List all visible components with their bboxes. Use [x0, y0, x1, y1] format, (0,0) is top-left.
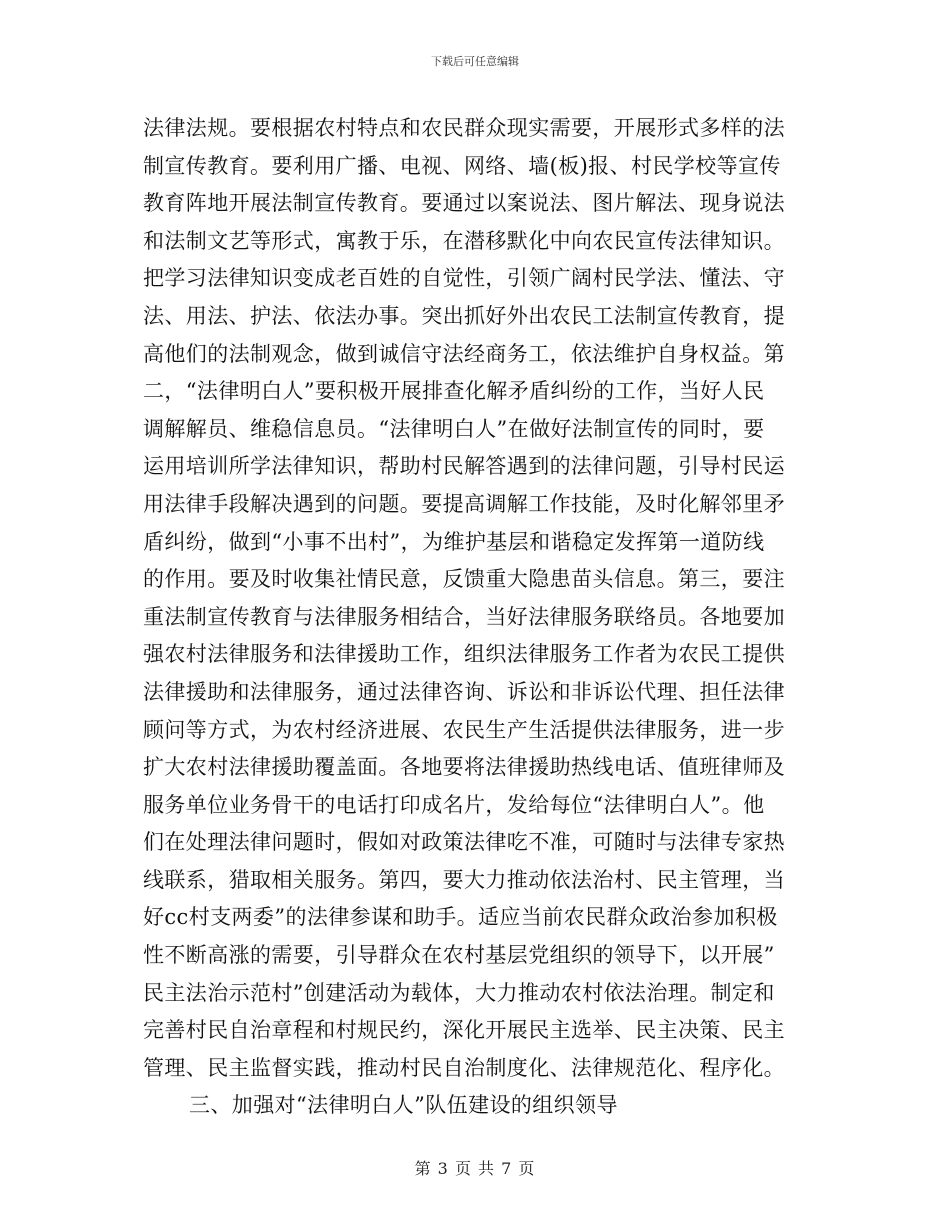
body-line: 的作用。要及时收集社情民意，反馈重大隐患苗头信息。第三，要注	[143, 567, 785, 592]
body-line: 法律援助和法律服务，通过法律咨询、诉讼和非诉讼代理、担任法律	[143, 679, 785, 704]
body-line: 高他们的法制观念，做到诚信守法经商务工，依法维护自身权益。第	[143, 341, 785, 366]
body-line: 用法律手段解决遇到的问题。要提高调解工作技能，及时化解邻里矛	[143, 491, 785, 516]
body-line: 扩大农村法律援助覆盖面。各地要将法律援助热线电话、值班律师及	[143, 755, 785, 780]
body-line: 们在处理法律问题时，假如对政策法律吃不准，可随时与法律专家热	[143, 830, 785, 855]
body-line: 强农村法律服务和法律援助工作，组织法律服务工作者为农民工提供	[143, 642, 785, 667]
body-line: 制宣传教育。要利用广播、电视、网络、墙(板)报、村民学校等宣传	[143, 153, 781, 178]
body-line: 顾问等方式，为农村经济进展、农民生产生活提供法律服务，进一步	[143, 717, 785, 742]
body-line: 法律法规。要根据农村特点和农民群众现实需要，开展形式多样的法	[143, 116, 785, 140]
body-line: 盾纠纷，做到“小事不出村”，为维护基层和谐稳定发挥第一道防线	[143, 529, 765, 554]
section-heading: 三、加强对“法律明白人”队伍建设的组织领导	[189, 1093, 618, 1118]
body-line: 民主法治示范村”创建活动为载体，大力推动农村依法治理。制定和	[143, 980, 775, 1005]
body-line: 把学习法律知识变成老百姓的自觉性，引领广阔村民学法、懂法、守	[143, 266, 785, 291]
body-line: 运用培训所学法律知识，帮助村民解答遇到的法律问题，引导村民运	[143, 454, 785, 479]
body-line: 管理、民主监督实践，推动村民自治制度化、法律规范化、程序化。	[143, 1055, 785, 1080]
document-body	[143, 110, 803, 1125]
body-line: 二，“法律明白人”要积极开展排查化解矛盾纠纷的工作，当好人民	[143, 379, 765, 404]
body-line: 完善村民自治章程和村规民约，深化开展民主选举、民主决策、民主	[143, 1018, 785, 1043]
body-line: 重法制宣传教育与法律服务相结合，当好法律服务联络员。各地要加	[143, 604, 785, 629]
body-line: 调解解员、维稳信息员。“法律明白人”在做好法制宣传的同时，要	[143, 416, 765, 441]
body-line: 好cc村支两委”的法律参谋和助手。适应当前农民群众政治参加积极	[143, 905, 778, 930]
body-line: 线联系，猎取相关服务。第四，要大力推动依法治村、民主管理，当	[143, 867, 785, 892]
body-line: 性不断高涨的需要，引导群众在农村基层党组织的领导下，以开展”	[143, 943, 775, 968]
body-line: 法、用法、护法、依法办事。突出抓好外出农民工法制宣传教育，提	[143, 303, 785, 328]
body-line: 和法制文艺等形式，寓教于乐，在潜移默化中向农民宣传法律知识。	[143, 228, 785, 253]
body-line: 教育阵地开展法制宣传教育。要通过以案说法、图片解法、现身说法	[143, 191, 785, 216]
header-note: 下载后可任意编辑	[431, 55, 519, 68]
page-number-footer: 第 3 页 共 7 页	[414, 1159, 536, 1178]
body-line: 服务单位业务骨干的电话打印成名片，发给每位“法律明白人”。他	[143, 792, 765, 817]
